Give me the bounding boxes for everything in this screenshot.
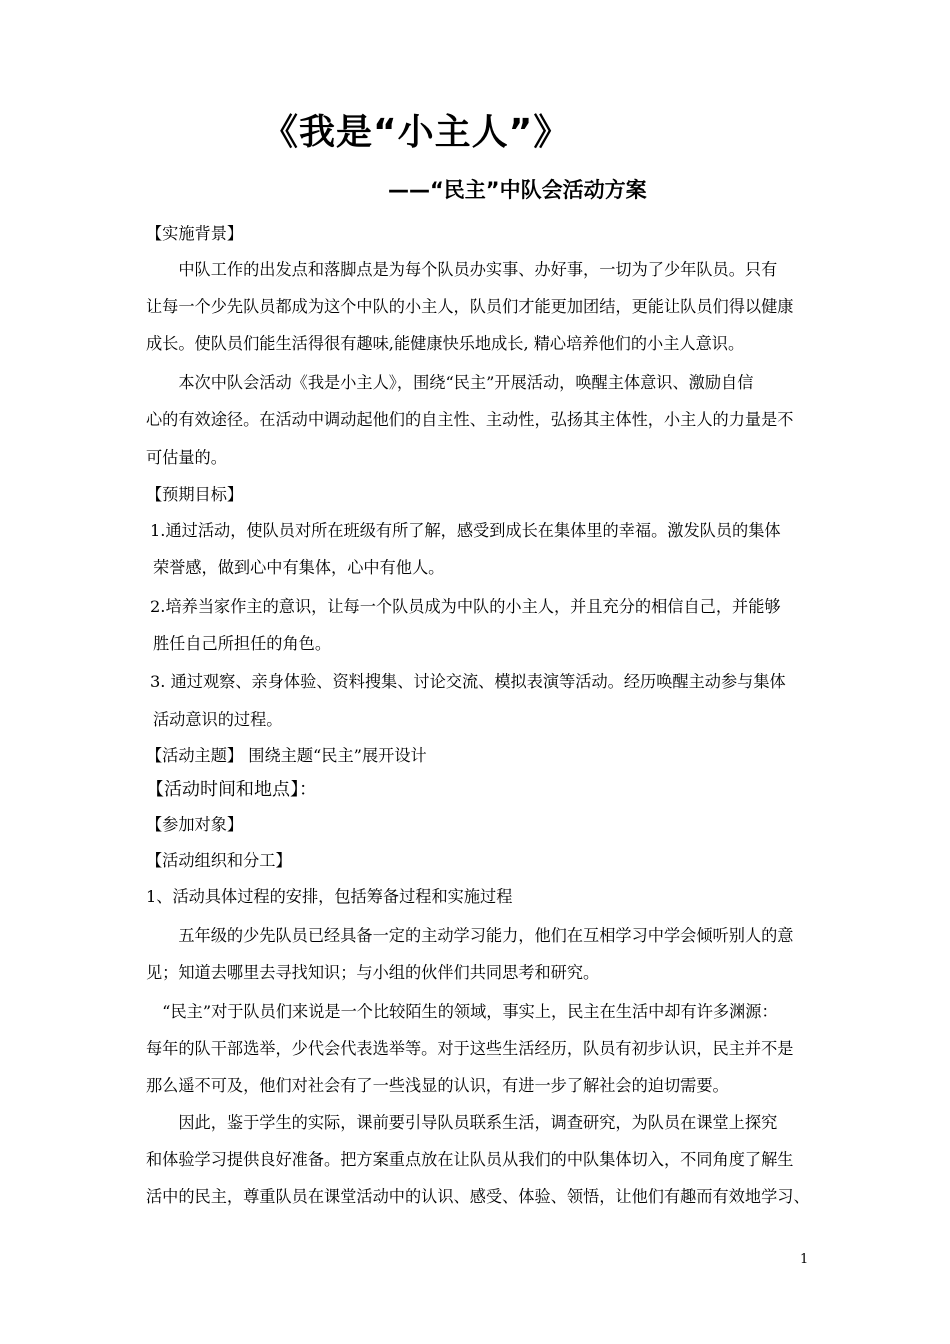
section-heading-theme: 【活动主题】 围绕主题“民主”展开设计	[146, 746, 427, 765]
section-heading-time-place: 【活动时间和地点】：	[146, 780, 317, 800]
paragraph-line: 五年级的少先队员已经具备一定的主动学习能力，他们在互相学习中学会倾听别人的意	[146, 926, 794, 945]
paragraph-line: 和体验学习提供良好准备。把方案重点放在让队员从我们的中队集体切入，不同角度了解生	[146, 1150, 794, 1169]
goal-item-1-cont: 荣誉感，做到心中有集体，心中有他人。	[153, 558, 445, 577]
paragraph-line: 每年的队干部选举，少代会代表选举等。对于这些生活经历，队员有初步认识，民主并不是	[146, 1039, 794, 1058]
page-number: 1	[800, 1252, 809, 1267]
paragraph-line: 见；知道去哪里去寻找知识；与小组的伙伴们共同思考和研究。	[146, 963, 600, 982]
paragraph-line: 因此，鉴于学生的实际，课前要引导队员联系生活，调查研究，为队员在课堂上探究	[146, 1113, 778, 1132]
goal-item-3: 3. 通过观察、亲身体验、资料搜集、讨论交流、模拟表演等活动。经历唤醒主动参与集体	[150, 672, 786, 691]
paragraph-line: 中队工作的出发点和落脚点是为每个队员办实事、办好事，一切为了少年队员。只有	[146, 260, 778, 279]
paragraph-line: 活中的民主，尊重队员在课堂活动中的认识、感受、体验、领悟，让他们有趣而有效地学习、	[146, 1187, 810, 1206]
goal-item-1: 1.通过活动，使队员对所在班级有所了解，感受到成长在集体里的幸福。激发队员的集体	[150, 521, 781, 540]
section-heading-goals: 【预期目标】	[146, 485, 244, 504]
section-heading-participants: 【参加对象】	[146, 815, 244, 834]
goal-item-2: 2.培养当家作主的意识，让每一个队员成为中队的小主人，并且充分的相信自己，并能够	[150, 597, 781, 616]
paragraph-line: 那么遥不可及，他们对社会有了一些浅显的认识，有进一步了解社会的迫切需要。	[146, 1076, 729, 1095]
section-heading-background: 【实施背景】	[146, 224, 244, 243]
goal-item-3-cont: 活动意识的过程。	[153, 710, 283, 729]
paragraph-line: 可估量的。	[146, 448, 227, 467]
paragraph-line: 本次中队会活动《我是小主人》，围绕“民主”开展活动，唤醒主体意识、激励自信	[146, 373, 754, 392]
doc-subtitle: ——“民主”中队会活动方案	[388, 178, 647, 202]
section-heading-organization: 【活动组织和分工】	[146, 851, 292, 870]
paragraph-line: 成长。使队员们能生活得很有趣味,能健康快乐地成长, 精心培养他们的小主人意识。	[146, 334, 745, 353]
paragraph-line: 心的有效途径。在活动中调动起他们的自主性、主动性，弘扬其主体性，小主人的力量是不	[146, 410, 794, 429]
doc-title: 《我是“小主人”》	[262, 112, 571, 153]
goal-item-2-cont: 胜任自己所担任的角色。	[153, 634, 332, 653]
paragraph-line: 让每一个少先队员都成为这个中队的小主人，队员们才能更加团结，更能让队员们得以健康	[146, 297, 794, 316]
subsection-heading: 1、活动具体过程的安排，包括筹备过程和实施过程	[146, 887, 513, 906]
paragraph-line: “民主”对于队员们来说是一个比较陌生的领域，事实上，民主在生活中却有许多渊源：	[146, 1002, 778, 1021]
